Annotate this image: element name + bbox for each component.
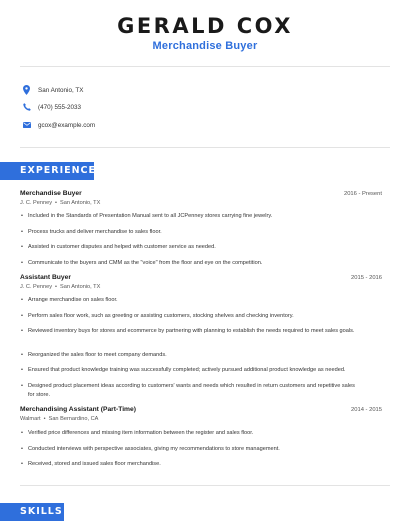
- list-item: • Verified price differences and missing item information between the register and sales floor.: [21, 430, 254, 436]
- company: J. C. Penney: [20, 284, 53, 290]
- job-dates: 2014 - 2015: [351, 407, 382, 413]
- list-item: • Communicate to the buyers and CMM as the "voice" from the floor and eye on the competition.: [21, 260, 263, 266]
- job-title: Assistant Buyer: [20, 274, 71, 281]
- job-company-line: J. C. Penney • San Antonio, TX: [20, 200, 101, 206]
- job-company-line: Walmart • San Bernardino, CA: [20, 416, 99, 422]
- company: Walmart: [20, 416, 41, 422]
- job-dates: 2015 - 2016: [351, 275, 382, 281]
- contact-location: [22, 84, 83, 96]
- list-item: • Process trucks and deliver merchandise to sales floor.: [21, 229, 162, 235]
- list-item: • Received, stored and issued sales floor merchandise.: [21, 461, 161, 467]
- job-title: Merchandising Assistant (Part-Time): [20, 406, 136, 413]
- company-location: San Antonio, TX: [60, 284, 101, 290]
- list-item: • Included in the Standards of Presentation Manual sent to all JCPenney stores carrying fine jewelry.: [21, 213, 273, 219]
- company-location: San Antonio, TX: [60, 200, 101, 206]
- map-pin-icon: [22, 85, 31, 95]
- divider: [20, 485, 390, 486]
- list-item: • Assisted in customer disputes and helped with customer service as needed.: [21, 244, 216, 250]
- divider: [20, 66, 390, 67]
- list-item: • Designed product placement ideas according to customers' wants and needs which resulted in return customers and repetitive sales for store.: [21, 383, 355, 398]
- list-item: • Ensured that product knowledge training was successfully completed; actively pursued additional product knowledge as needed.: [21, 367, 346, 373]
- contact-phone: [22, 101, 81, 113]
- phone-icon: [22, 102, 31, 112]
- envelope-icon: [22, 120, 31, 130]
- email-text: gcox@example.com: [38, 121, 96, 129]
- list-item: • Perform sales floor work, such as greeting or assisting customers, stocking shelves and checking inventory.: [21, 313, 294, 319]
- job-dates: 2016 - Present: [343, 191, 382, 197]
- job-role: Merchandise Buyer: [152, 40, 258, 52]
- list-item: • Arrange merchandise on sales floor.: [21, 297, 118, 303]
- job-title: Merchandise Buyer: [20, 190, 82, 197]
- section-experience-heading: EXPERIENCE: [0, 162, 94, 180]
- divider: [20, 147, 390, 148]
- company-location: San Bernardino, CA: [48, 416, 99, 422]
- location-text: San Antonio, TX: [38, 86, 84, 94]
- name: GERALD COX: [117, 14, 293, 38]
- job-company-line: J. C. Penney • San Antonio, TX: [20, 284, 101, 290]
- contact-email: [22, 119, 95, 131]
- company: J. C. Penney: [20, 200, 53, 206]
- list-item: • Conducted interviews with perspective associates, giving my recommendations to store management.: [21, 446, 280, 452]
- section-skills-heading: SKILLS: [0, 503, 64, 521]
- list-item: • Reviewed inventory buys for stores and ecommerce by partnering with planning to establish the needs required to meet sales goals.: [21, 328, 355, 334]
- phone-text: (470) 555-2033: [38, 103, 82, 111]
- list-item: • Reorganized the sales floor to meet company demands.: [21, 352, 167, 358]
